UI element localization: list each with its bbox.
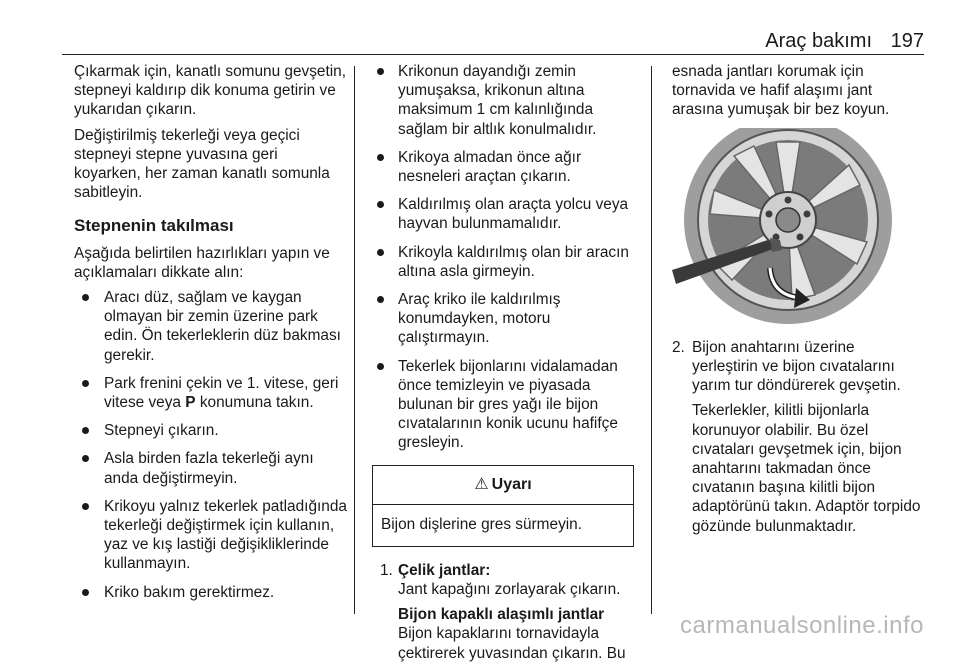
step-subheading: Bijon kapaklı alaşımlı jantlar bbox=[398, 606, 605, 624]
step-text: Bijon kapaklarını tornavidayla çektirerek yuvasından çıkarın. Bu bbox=[398, 625, 626, 662]
warning-triangle-icon: ⚠ bbox=[474, 476, 489, 494]
list-item: Asla birden fazla tekerleği aynı anda değiştirmeyin. bbox=[74, 449, 348, 487]
list-item: Kaldırılmış olan araçta yolcu veya hayvan bulunmamalıdır. bbox=[372, 195, 634, 233]
step-number: 1. bbox=[380, 561, 393, 579]
chapter-title: Araç bakımı bbox=[765, 30, 872, 52]
list-item: Krikonun dayandığı zemin yumuşaksa, krikonun altına maksimum 1 cm kalınlığında sağlam bir altlık konulmalıdır. bbox=[372, 62, 634, 139]
steps-list-continued bbox=[672, 338, 922, 536]
warning-text: Bijon dişlerine gres sürmeyin. bbox=[381, 515, 583, 533]
step-2 bbox=[672, 338, 922, 536]
step-number: 2. bbox=[672, 338, 685, 356]
list-item: Tekerlek bijonlarını vidalamadan önce temizleyin ve piyasada bulunan bir gres yağı ile bijon cıvatalarının konik ucunu hafifçe gresleyin. bbox=[372, 357, 634, 453]
safety-list bbox=[372, 62, 634, 453]
list-item-text: Park frenini çekin ve 1. vitese, geri vitese veya bbox=[104, 374, 339, 412]
section-intro: Aşağıda belirtilen hazırlıkları yapın ve açıklamaları dikkate alın: bbox=[74, 244, 330, 281]
column-middle bbox=[372, 62, 634, 671]
steps-list bbox=[372, 561, 634, 663]
header-rule bbox=[62, 54, 924, 55]
warning-header bbox=[373, 466, 633, 505]
intro-paragraph-2: Değiştirilmiş tekerleği veya geçici stepneyi stepne yuvasına geri koyarken, her zaman kanatlı somunla sabitleyin. bbox=[74, 126, 330, 202]
list-item bbox=[74, 374, 348, 412]
list-item: Araç kriko ile kaldırılmış konumdayken, motoru çalıştırmayın. bbox=[372, 290, 634, 348]
step-1 bbox=[372, 561, 634, 663]
warning-title: Uyarı bbox=[491, 476, 532, 494]
section-heading: Stepnenin takılması bbox=[74, 216, 234, 236]
list-item: Krikoyu yalnız tekerlek patladığında tekerleği değiştirmek için kullanın, yaz ve kış lastiği değişikliklerinde kullanmayın. bbox=[74, 497, 348, 574]
column-right bbox=[672, 62, 922, 544]
intro-paragraph-1: Çıkarmak için, kanatlı somunu gevşetin, stepneyi kaldırıp dik konuma getirin ve yukarıdan çıkarın. bbox=[74, 63, 347, 119]
column-divider-1 bbox=[354, 66, 355, 614]
continuation-text: esnada jantları korumak için tornavida ve hafif alaşımı jant arasına yumuşak bir bez koyun. bbox=[672, 63, 890, 119]
page-number: 197 bbox=[890, 30, 924, 52]
step-heading: Çelik jantlar: bbox=[398, 561, 491, 579]
column-divider-2 bbox=[651, 66, 652, 614]
step-text: Jant kapağını zorlayarak çıkarın. bbox=[398, 581, 621, 599]
column-left bbox=[74, 62, 348, 611]
warning-box bbox=[372, 465, 634, 547]
page-header bbox=[0, 0, 960, 54]
list-item: Krikoya almadan önce ağır nesneleri araçtan çıkarın. bbox=[372, 148, 634, 186]
watermark-text: carmanualsonline.info bbox=[680, 612, 924, 639]
gear-p-label: P bbox=[185, 394, 196, 412]
list-item: Krikoyla kaldırılmış olan bir aracın altına asla girmeyin. bbox=[372, 243, 634, 281]
list-item: Aracı düz, sağlam ve kaygan olmayan bir zemin üzerine park edin. Ön tekerleklerin düz bakması gerekir. bbox=[74, 288, 348, 365]
wheel-wrench-illustration bbox=[672, 128, 908, 324]
step-text: Bijon anahtarını üzerine yerleştirin ve bijon cıvatalarını yarım tur döndürerek gevşetin. bbox=[692, 338, 901, 395]
preparation-list bbox=[74, 288, 348, 602]
list-item: Stepneyi çıkarın. bbox=[74, 421, 348, 440]
step-note: Tekerlekler, kilitli bijonlarla korunuyor olabilir. Bu özel cıvataları gevşetmek için, bijon anahtarını takmadan önce cıvatanın başına kilitli bijon adaptörünü takın. Adaptör torpido gözünde bulunmaktadır. bbox=[692, 402, 921, 535]
list-item: Kriko bakım gerektirmez. bbox=[74, 583, 348, 602]
list-item-text: konumuna takın. bbox=[195, 394, 314, 412]
